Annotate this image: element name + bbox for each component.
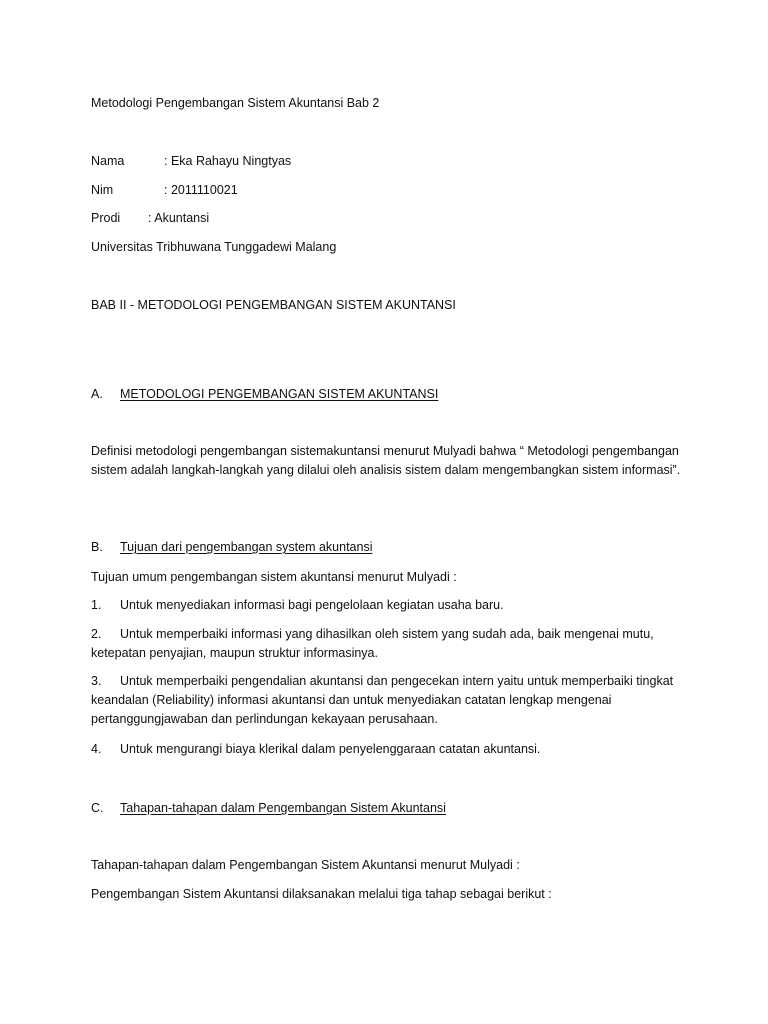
list-text: Untuk mengurangi biaya klerikal dalam penyelenggaraan catatan akuntansi. bbox=[120, 742, 541, 756]
section-heading-b bbox=[91, 538, 372, 557]
list-number: 3. bbox=[91, 674, 102, 688]
goals-intro: Tujuan umum pengembangan sistem akuntansi menurut Mulyadi : bbox=[91, 570, 457, 584]
list-text: Untuk memperbaiki informasi yang dihasilkan oleh sistem yang sudah ada, baik mengenai mutu, ketepatan penyajian, maupun struktur informasinya. bbox=[91, 627, 654, 660]
definition-paragraph: Definisi metodologi pengembangan sistemakuntansi menurut Mulyadi bahwa “ Metodologi pengembangan sistem adalah langkah-langkah yang dilalui oleh analisis sistem dalam mengembangkan sistem informasi”. bbox=[91, 444, 681, 477]
info-value-nim: : 2011110021 bbox=[164, 183, 238, 197]
stages-text: Pengembangan Sistem Akuntansi dilaksanakan melalui tiga tahap sebagai berikut : bbox=[91, 887, 552, 901]
info-label-prodi: Prodi bbox=[91, 211, 121, 225]
section-title: Tahapan-tahapan dalam Pengembangan Sistem Akuntansi bbox=[120, 801, 446, 815]
section-title: METODOLOGI PENGEMBANGAN SISTEM AKUNTANSI bbox=[120, 387, 439, 401]
section-letter: C. bbox=[91, 801, 104, 815]
info-label-nim: Nim bbox=[91, 183, 114, 197]
section-heading-c bbox=[91, 799, 446, 818]
list-item bbox=[91, 625, 681, 663]
info-row-prodi bbox=[91, 209, 491, 228]
info-value-prodi: : Akuntansi bbox=[148, 211, 210, 225]
info-row-nama bbox=[91, 152, 491, 171]
list-item bbox=[91, 672, 681, 729]
info-label-nama: Nama bbox=[91, 154, 125, 168]
list-text: Untuk memperbaiki pengendalian akuntansi dan pengecekan intern yaitu untuk memperbaiki tingkat keandalan (Reliability) informasi akuntansi dan untuk menyediakan catatan lengkap mengenai pertanggungjawaban dan perlindungan kekayaan perusahaan. bbox=[91, 674, 674, 726]
info-row-nim bbox=[91, 181, 491, 200]
stages-intro: Tahapan-tahapan dalam Pengembangan Sistem Akuntansi menurut Mulyadi : bbox=[91, 858, 520, 872]
chapter-heading: BAB II - METODOLOGI PENGEMBANGAN SISTEM AKUNTANSI bbox=[91, 298, 456, 312]
list-item bbox=[91, 596, 681, 615]
list-text: Untuk menyediakan informasi bagi pengelolaan kegiatan usaha baru. bbox=[120, 598, 504, 612]
university-name: Universitas Tribhuwana Tunggadewi Malang bbox=[91, 240, 337, 254]
section-letter: B. bbox=[91, 540, 103, 554]
document-title: Metodologi Pengembangan Sistem Akuntansi Bab 2 bbox=[91, 96, 380, 110]
section-letter: A. bbox=[91, 387, 103, 401]
section-title: Tujuan dari pengembangan system akuntansi bbox=[120, 540, 373, 554]
list-number: 4. bbox=[91, 742, 102, 756]
list-number: 1. bbox=[91, 598, 102, 612]
section-heading-a bbox=[91, 385, 438, 404]
list-number: 2. bbox=[91, 627, 102, 641]
info-value-nama: : Eka Rahayu Ningtyas bbox=[164, 154, 292, 168]
list-item bbox=[91, 740, 681, 759]
